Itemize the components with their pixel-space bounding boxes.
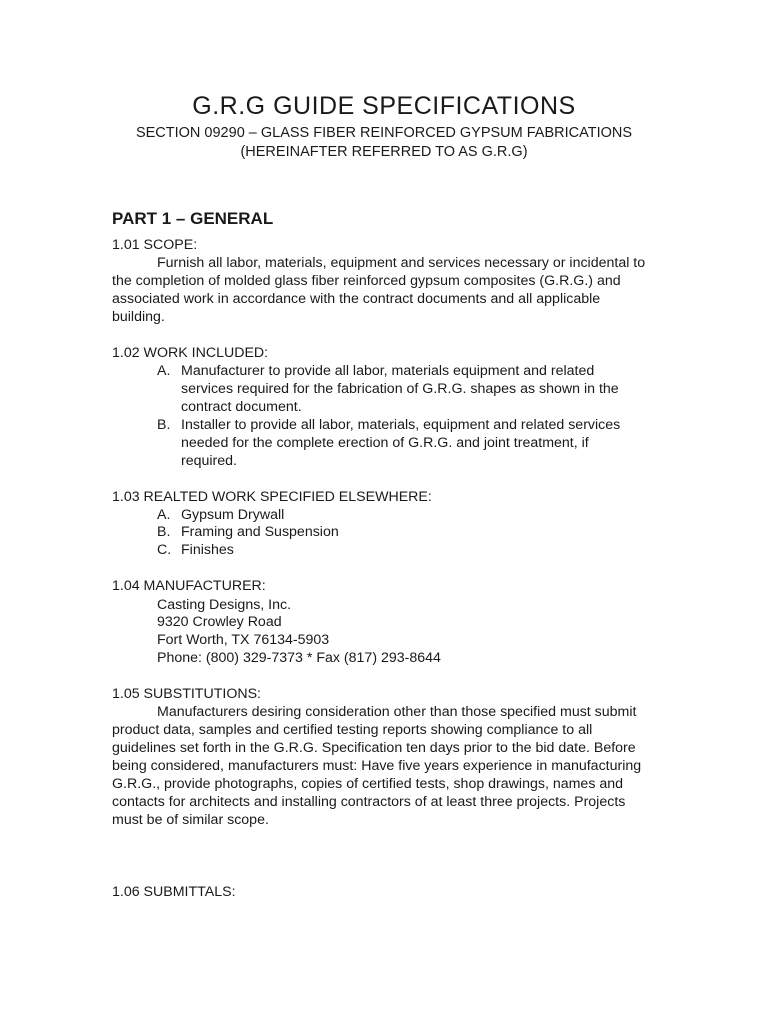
substitutions-heading: 1.05 SUBSTITUTIONS: [112, 686, 262, 702]
manufacturer-street: 9320 Crowley Road [157, 614, 282, 630]
list-item-line: contract document. [181, 399, 302, 415]
scope-line: associated work in accordance with the contract documents and all applicable [112, 291, 601, 307]
substitutions-line: product data, samples and certified testing reports showing compliance to all [112, 722, 593, 738]
list-item-text: Finishes [181, 542, 234, 558]
substitutions-line: contacts for architects and installing contractors of at least three projects. Projects [112, 794, 626, 810]
part-heading: PART 1 – GENERAL [112, 209, 274, 228]
substitutions-line: being considered, manufacturers must: Have five years experience in manufacturing [112, 758, 642, 774]
list-item-line: Installer to provide all labor, materials, equipment and related services [181, 417, 621, 433]
document-title: G.R.G GUIDE SPECIFICATIONS [192, 92, 576, 120]
substitutions-line: guidelines set forth in the G.R.G. Specification ten days prior to the bid date. Before [112, 740, 636, 756]
list-marker: A. [157, 363, 171, 379]
work-included-heading: 1.02 WORK INCLUDED: [112, 345, 269, 361]
scope-heading: 1.01 SCOPE: [112, 237, 198, 253]
section-subtitle: SECTION 09290 – GLASS FIBER REINFORCED GYPSUM FABRICATIONS [135, 125, 633, 141]
list-marker: A. [157, 507, 171, 523]
manufacturer-heading: 1.04 MANUFACTURER: [112, 578, 266, 594]
substitutions-line: Manufacturers desiring consideration other than those specified must submit [157, 704, 637, 720]
substitutions-line: G.R.G., provide photographs, copies of certified tests, shop drawings, names and [112, 776, 624, 792]
manufacturer-phone-fax: Phone: (800) 329-7373 * Fax (817) 293-8644 [157, 650, 441, 666]
manufacturer-city: Fort Worth, TX 76134-5903 [157, 632, 330, 648]
manufacturer-name: Casting Designs, Inc. [157, 597, 292, 613]
list-item-line: services required for the fabrication of G.R.G. shapes as shown in the [181, 381, 619, 397]
scope-line: Furnish all labor, materials, equipment and services necessary or incidental to [157, 255, 646, 271]
related-work-heading: 1.03 REALTED WORK SPECIFIED ELSEWHERE: [112, 489, 432, 505]
list-item-line: required. [181, 453, 237, 469]
list-marker: B. [157, 524, 171, 540]
list-item-line: needed for the complete erection of G.R.G. and joint treatment, if [181, 435, 589, 451]
list-item-line: Manufacturer to provide all labor, materials equipment and related [181, 363, 595, 379]
list-marker: B. [157, 417, 171, 433]
submittals-heading: 1.06 SUBMITTALS: [112, 884, 236, 900]
scope-line: building. [112, 309, 165, 325]
list-item-text: Framing and Suspension [181, 524, 339, 540]
substitutions-line: must be of similar scope. [112, 812, 269, 828]
list-item-text: Gypsum Drywall [181, 507, 285, 523]
scope-line: the completion of molded glass fiber reinforced gypsum composites (G.R.G.) and [112, 273, 621, 289]
list-marker: C. [157, 542, 172, 558]
section-subtitle-note: (HEREINAFTER REFERRED TO AS G.R.G) [240, 144, 528, 160]
